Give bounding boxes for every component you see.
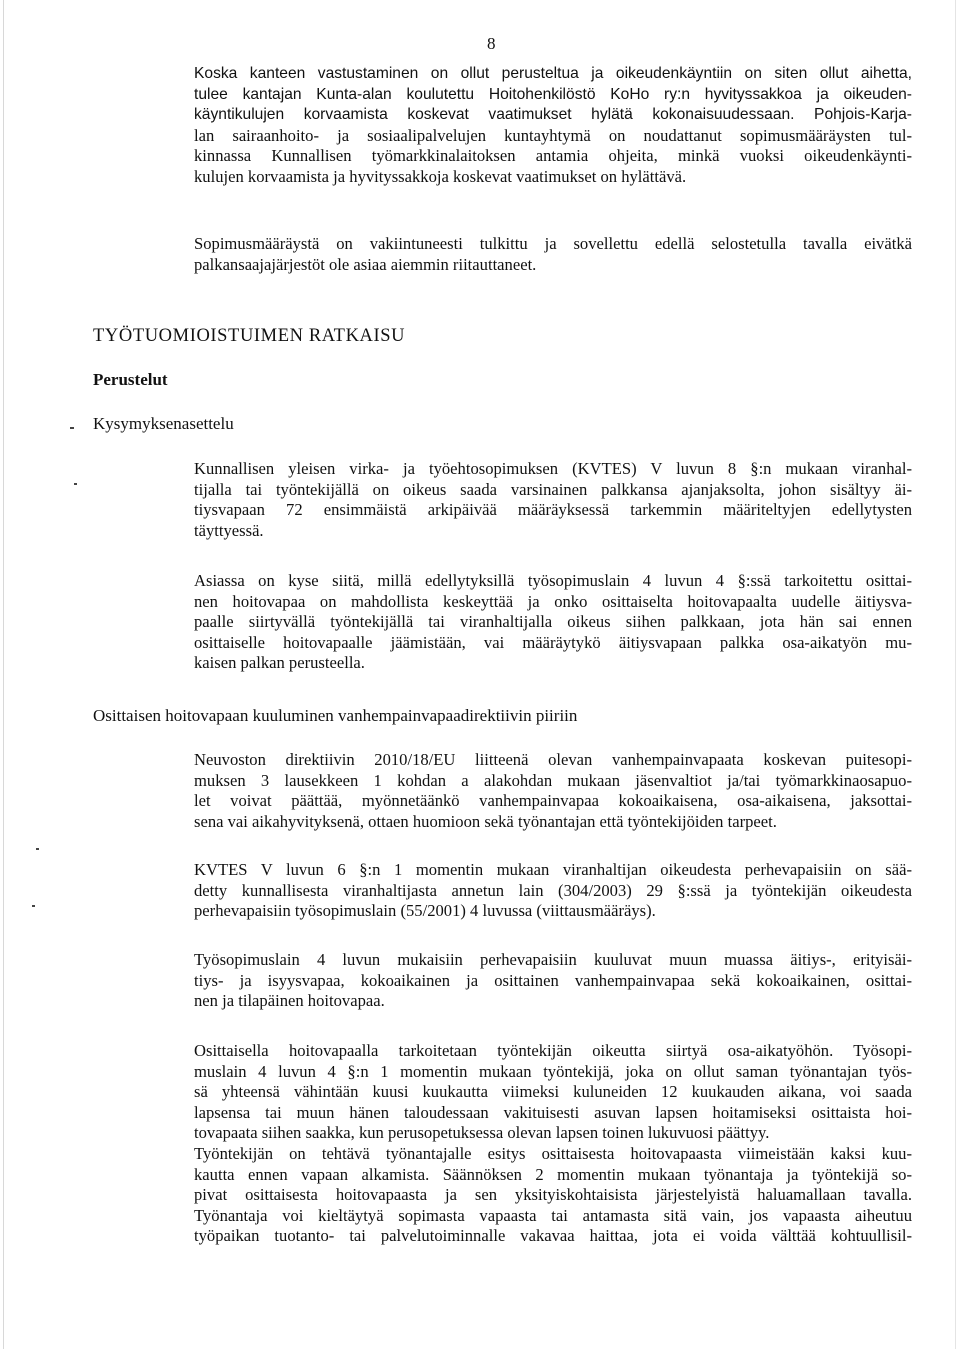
text-line: muksen 3 lausekkeen 1 kohdan a alakohdan mukaan jäsenvaltiot ja/tai työmarkkinaosapuo- (194, 770, 912, 790)
text-line: Neuvoston direktiivin 2010/18/EU liitteenä olevan vanhempainvapaata koskevan puitesopi- (194, 750, 912, 769)
text-line: osittaiselle hoitovapaalle jäämistään, vai määräytykö äitiysvapaan palkka osa-aikatyön mu- (194, 632, 912, 652)
text-line: käyntikulujen korvaamista koskevat vaatimukset hylätä kokonaisuudessaan. Pohjois-Karja- (194, 106, 912, 124)
text-line: kaisen palkan perusteella. (194, 653, 365, 673)
subheading-osittaisen-hoitovapaan: Osittaisen hoitovapaan kuuluminen vanhempainvapaadirektiivin piiriin (93, 706, 578, 725)
text-line: tiysvapaan 72 ensimmäistä arkipäivää määräyksessä tarkemmin määriteltyjen edellytysten (194, 500, 912, 520)
text-line: lan sairaanhoito- ja sosiaalipalvelujen kuntayhtymä on noudattanut sopimusmääräysten tul- (194, 125, 912, 145)
text-line: Työsopimuslain 4 luvun mukaisiin perhevapaisiin kuuluvat muun muassa äitiys-, erityisäi- (194, 950, 912, 969)
text-line: tiys- ja isyysvapaa, kokoaikainen ja osittainen vanhempainvapaa sekä kokoaikainen, osittai- (194, 970, 912, 990)
page-number: 8 (487, 34, 496, 53)
text-line: tulee kantajan Kunta-alan koulutettu Hoitohenkilöstö KoHo ry:n hyvityssakkoa ja oikeuden- (194, 85, 912, 103)
text-line: palkansaajajärjestöt ole asiaa aiemmin riitauttaneet. (194, 254, 537, 274)
text-line: sena vai aikahyvityksenä, ottaen huomioon sekä työnantajan että työntekijöiden tarpeet. (194, 811, 777, 831)
text-line: pivat osittaisesta hoitovapaasta ja sen yksityiskohtaisista järjestelyistä haluamallaan tavalla. (194, 1185, 912, 1205)
text-line: kinnassa Kunnallisen työmarkkinalaitoksen antamia ohjeita, minkä vuoksi oikeudenkäynti- (194, 146, 912, 166)
subheading-kysymyksenasettelu: Kysymyksenasettelu (93, 414, 234, 433)
scan-speck (36, 848, 39, 850)
text-line: perhevapaisiin työsopimuslain (55/2001) 4 luvussa (viittausmääräys). (194, 901, 656, 921)
text-line: kulujen korvaamista ja hyvityssakkoja koskevat vaatimukset on hylättävä. (194, 166, 687, 186)
paragraph-4 (194, 571, 912, 674)
text-line: Sopimusmääräystä on vakiintuneesti tulkittu ja sovellettu edellä selostetulla tavalla eivätkä (194, 234, 912, 253)
subheading-perustelut: Perustelut (93, 370, 168, 389)
paragraph-8 (194, 1041, 912, 1247)
text-line: Kunnallisen yleisen virka- ja työehtosopimuksen (KVTES) V luvun 8 §:n mukaan viranhal- (194, 459, 912, 478)
text-line: Asiassa on kyse siitä, millä edellytyksillä työsopimuslain 4 luvun 4 §:ssä tarkoitettu osittai- (194, 571, 912, 590)
text-line: Työnantaja voi kieltäytyä sopimasta vapaasta tai antamasta sitä vain, jos vapaasta aiheutuu (194, 1205, 912, 1225)
paragraph-5 (194, 750, 912, 832)
text-line: työpaikan tuotanto- tai palvelutoiminnalle vakavaa haittaa, jota ei voida välttää kohtuullisil- (194, 1226, 912, 1246)
text-line: kautta ennen vapaan alkamista. Säännöksen 2 momentin mukaan työnantaja ja työntekijä so- (194, 1164, 912, 1184)
paragraph-2 (194, 234, 912, 275)
text-line: lapsensa tai muun hänen taloudessaan vakituisesti asuvan lapsen hoitamiseksi osittaista hoi- (194, 1102, 912, 1122)
scan-speck (32, 905, 35, 907)
text-line: Osittaisella hoitovapaalla tarkoitetaan työntekijän oikeutta siirtyä osa-aikatyöhön. Työsopi- (194, 1041, 912, 1060)
text-line: detty kunnallisesta viranhaltijasta annetun lain (304/2003) 29 §:ssä ja työntekijän oikeudesta (194, 880, 912, 900)
text-line: Työntekijän on tehtävä työnantajalle esitys osittaisesta hoitovapaasta viimeistään kaksi kuu- (194, 1143, 912, 1163)
section-heading-main: TYÖTUOMIOISTUIMEN RATKAISU (93, 326, 406, 346)
text-line: let voivat päättää, myönnetäänkö vanhempainvapaa kokoaikaisena, osa-aikaisena, jaksottai- (194, 791, 912, 811)
scan-edge-right (955, 0, 956, 1349)
paragraph-6 (194, 860, 912, 922)
paragraph-7 (194, 950, 912, 1012)
text-line: täyttyessä. (194, 520, 264, 540)
scan-speck (70, 427, 74, 429)
text-line: KVTES V luvun 6 §:n 1 momentin mukaan viranhaltijan oikeudesta perhevapaisiin on sää- (194, 860, 912, 879)
paragraph-1 (194, 64, 912, 188)
text-line: sä yhteensä vähintään kuusi kuukautta viimeksi kuluneiden 12 kuukauden aikana, voi saada (194, 1082, 912, 1102)
text-line: tovapaata siihen saakka, kun perusopetuksessa olevan lapsen toinen lukuvuosi päättyy. (194, 1123, 770, 1143)
text-line: paalle siirtyvällä työntekijällä tai viranhaltijalla oikeus siihen palkkaan, jota hän sai ennen (194, 612, 912, 632)
scan-edge-left (3, 0, 4, 1349)
text-line: tijalla tai työntekijällä on oikeus saada varsinainen palkkansa ajanjaksolta, johon sisältyy äi- (194, 479, 912, 499)
paragraph-3 (194, 459, 912, 541)
text-line: muslain 4 luvun 4 §:n 1 momentin mukaan työntekijä, joka on ollut saman työnantajan työs- (194, 1061, 912, 1081)
text-line: nen ja tilapäinen hoitovapaa. (194, 991, 385, 1011)
scan-speck (74, 483, 77, 485)
text-line: nen hoitovapaa on mahdollista keskeyttää ja onko osittaiselta hoitovapaalta uudelle äitiysva- (194, 591, 912, 611)
text-line: Koska kanteen vastustaminen on ollut perusteltua ja oikeudenkäyntiin on siten ollut aihetta, (194, 65, 912, 82)
